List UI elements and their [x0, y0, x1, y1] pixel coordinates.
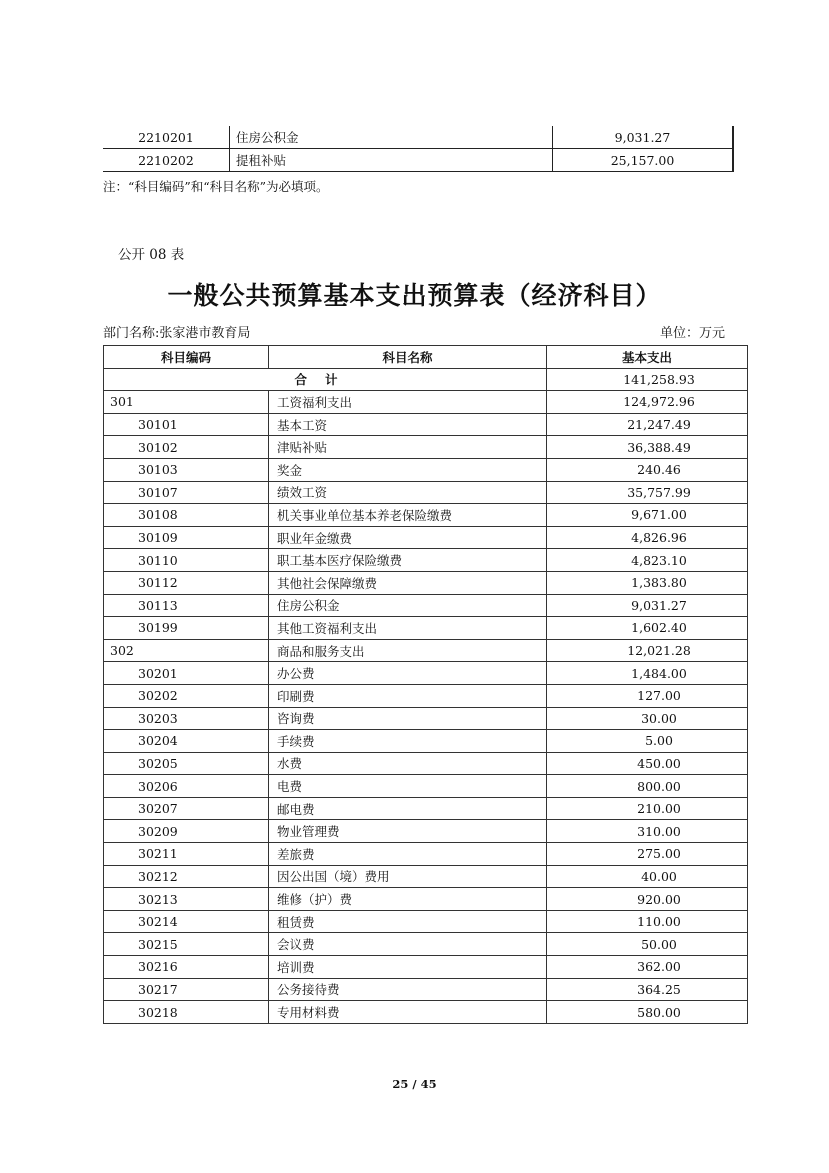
continuation-table	[103, 126, 734, 172]
row-amount: 1,383.80	[547, 571, 748, 594]
row-code: 30218	[104, 1001, 269, 1024]
row-amount: 127.00	[547, 684, 748, 707]
table-row	[104, 707, 748, 730]
row-amount: 310.00	[547, 820, 748, 843]
row-name: 邮电费	[269, 797, 547, 820]
row-amount: 580.00	[547, 1001, 748, 1024]
page-title: 一般公共预算基本支出预算表（经济科目）	[167, 281, 662, 310]
table-row	[103, 126, 733, 149]
row-amount: 240.46	[547, 458, 748, 481]
row-amount: 35,757.99	[547, 481, 748, 504]
table-header-row	[104, 346, 748, 369]
row-amount: 450.00	[547, 752, 748, 775]
row-name: 绩效工资	[269, 481, 547, 504]
row-code: 30204	[104, 730, 269, 753]
table-row	[104, 617, 748, 640]
table-row	[104, 481, 748, 504]
table-row	[104, 662, 748, 685]
row-amount: 5.00	[547, 730, 748, 753]
row-code: 30102	[104, 436, 269, 459]
unit-label: 单位：万元	[659, 326, 725, 341]
row-name: 办公费	[269, 662, 547, 685]
row-code: 30107	[104, 481, 269, 504]
row-amount: 25,157.00	[553, 149, 734, 172]
table-row	[104, 820, 748, 843]
row-amount: 920.00	[547, 888, 748, 911]
row-code: 30205	[104, 752, 269, 775]
row-code: 30212	[104, 865, 269, 888]
row-amount: 1,602.40	[547, 617, 748, 640]
row-amount: 50.00	[547, 933, 748, 956]
table-row	[104, 956, 748, 979]
table-row	[104, 730, 748, 753]
row-code: 30217	[104, 978, 269, 1001]
row-code: 2210202	[103, 149, 230, 172]
row-code: 30101	[104, 413, 269, 436]
row-name: 商品和服务支出	[269, 639, 547, 662]
row-code: 30113	[104, 594, 269, 617]
table-row	[104, 1001, 748, 1024]
row-code: 30112	[104, 571, 269, 594]
row-name: 职业年金缴费	[269, 526, 547, 549]
row-name: 电费	[269, 775, 547, 798]
row-name: 工资福利支出	[269, 391, 547, 414]
row-amount: 110.00	[547, 910, 748, 933]
table-row	[104, 910, 748, 933]
row-name: 培训费	[269, 956, 547, 979]
row-code: 30209	[104, 820, 269, 843]
table-row	[104, 775, 748, 798]
row-code: 30211	[104, 843, 269, 866]
row-code: 30206	[104, 775, 269, 798]
row-amount: 210.00	[547, 797, 748, 820]
row-amount: 12,021.28	[547, 639, 748, 662]
row-amount: 800.00	[547, 775, 748, 798]
row-name: 住房公积金	[230, 126, 553, 149]
row-name: 咨询费	[269, 707, 547, 730]
row-name: 专用材料费	[269, 1001, 547, 1024]
total-row	[104, 368, 748, 391]
row-code: 30110	[104, 549, 269, 572]
row-name: 提租补贴	[230, 149, 553, 172]
row-name: 机关事业单位基本养老保险缴费	[269, 504, 547, 527]
row-amount: 364.25	[547, 978, 748, 1001]
row-code: 30216	[104, 956, 269, 979]
row-code: 30207	[104, 797, 269, 820]
row-code: 30202	[104, 684, 269, 707]
row-name: 公务接待费	[269, 978, 547, 1001]
total-amount: 141,258.93	[547, 368, 748, 391]
row-amount: 4,826.96	[547, 526, 748, 549]
row-amount: 36,388.49	[547, 436, 748, 459]
footnote: 注：“科目编码”和“科目名称”为必填项。	[103, 179, 329, 194]
row-name: 其他社会保障缴费	[269, 571, 547, 594]
row-amount: 30.00	[547, 707, 748, 730]
row-amount: 9,671.00	[547, 504, 748, 527]
row-name: 奖金	[269, 458, 547, 481]
row-name: 津贴补贴	[269, 436, 547, 459]
row-code: 30215	[104, 933, 269, 956]
table-row	[104, 933, 748, 956]
table-row	[104, 391, 748, 414]
row-name: 会议费	[269, 933, 547, 956]
row-code: 30203	[104, 707, 269, 730]
table-row	[104, 413, 748, 436]
row-amount: 9,031.27	[547, 594, 748, 617]
row-code: 2210201	[103, 126, 230, 149]
row-code: 30108	[104, 504, 269, 527]
row-amount: 1,484.00	[547, 662, 748, 685]
table-row	[103, 149, 733, 172]
table-row	[104, 436, 748, 459]
row-code: 30103	[104, 458, 269, 481]
row-amount: 275.00	[547, 843, 748, 866]
row-code: 30213	[104, 888, 269, 911]
header-code: 科目编码	[104, 346, 269, 369]
row-code: 30201	[104, 662, 269, 685]
table-row	[104, 549, 748, 572]
table-row	[104, 888, 748, 911]
table-row	[104, 843, 748, 866]
header-name: 科目名称	[269, 346, 547, 369]
row-name: 维修（护）费	[269, 888, 547, 911]
row-name: 差旅费	[269, 843, 547, 866]
row-name: 住房公积金	[269, 594, 547, 617]
table-number: 公开 08 表	[118, 247, 185, 263]
row-amount: 21,247.49	[547, 413, 748, 436]
table-row	[104, 865, 748, 888]
row-code: 30109	[104, 526, 269, 549]
table-row	[104, 594, 748, 617]
row-name: 手续费	[269, 730, 547, 753]
row-amount: 124,972.96	[547, 391, 748, 414]
budget-table	[103, 345, 748, 1024]
row-amount: 4,823.10	[547, 549, 748, 572]
row-code: 30199	[104, 617, 269, 640]
row-amount: 362.00	[547, 956, 748, 979]
table-row	[104, 526, 748, 549]
row-name: 物业管理费	[269, 820, 547, 843]
table-row	[104, 978, 748, 1001]
row-name: 印刷费	[269, 684, 547, 707]
row-code: 30214	[104, 910, 269, 933]
page-number: 25 / 45	[392, 1077, 437, 1091]
row-name: 租赁费	[269, 910, 547, 933]
row-name: 其他工资福利支出	[269, 617, 547, 640]
row-name: 因公出国（境）费用	[269, 865, 547, 888]
row-name: 职工基本医疗保险缴费	[269, 549, 547, 572]
table-row	[104, 458, 748, 481]
row-name: 基本工资	[269, 413, 547, 436]
table-row	[104, 684, 748, 707]
header-amount: 基本支出	[547, 346, 748, 369]
table-row	[104, 571, 748, 594]
department-name: 部门名称:张家港市教育局	[103, 326, 251, 341]
row-code: 301	[104, 391, 269, 414]
row-amount: 40.00	[547, 865, 748, 888]
table-row	[104, 639, 748, 662]
row-name: 水费	[269, 752, 547, 775]
table-row	[104, 797, 748, 820]
row-code: 302	[104, 639, 269, 662]
total-label: 合计	[104, 368, 547, 391]
table-row	[104, 752, 748, 775]
table-row	[104, 504, 748, 527]
row-amount: 9,031.27	[553, 126, 734, 149]
